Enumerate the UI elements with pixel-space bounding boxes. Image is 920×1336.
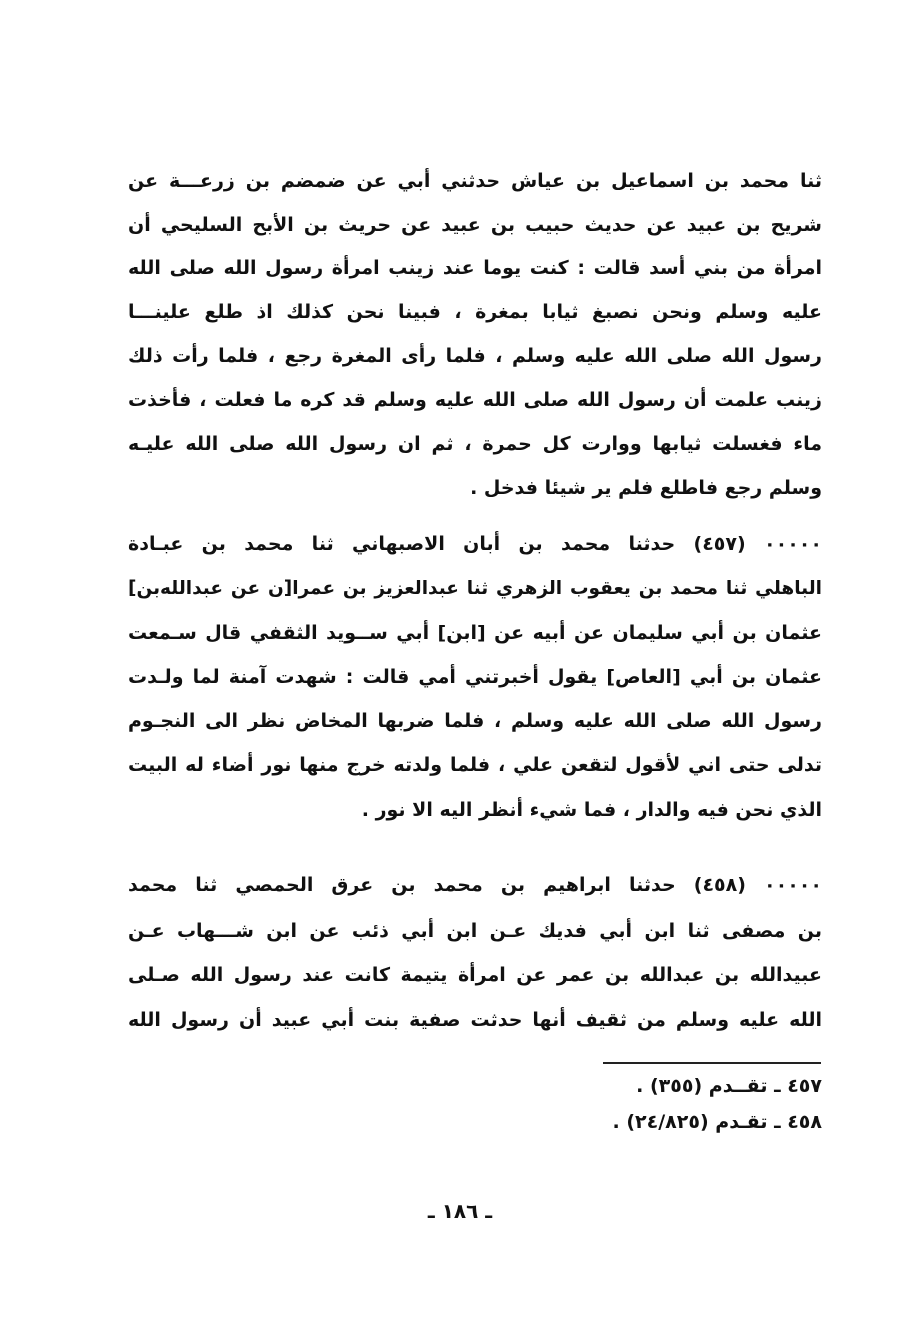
- body-line-9: ٠٠٠٠٠ (٤٥٧) حدثنا محمد بن أبان الاصبهاني ثنا محمد بن عبـادة: [128, 533, 822, 555]
- body-line-8: وسلم رجع فاطلع فلم ير شيئا فدخل .: [470, 477, 822, 499]
- body-line-17: بن مصفى ثنا ابن أبي فديك عـن ابن أبي ذئب عن ابن شـــهاب عـن: [128, 920, 822, 942]
- body-line-19: الله عليه وسلم من ثقيف أنها حدثت صفية بنت أبي عبيد أن رسول الله: [128, 1009, 822, 1031]
- body-line-5: رسول الله صلى الله عليه وسلم ، فلما رأى المغرة رجع ، فلما رأت ذلك: [128, 345, 822, 367]
- body-line-2: شريح بن عبيد عن حديث حبيب بن عبيد عن حريث بن الأبح السليحي أن: [128, 214, 822, 236]
- body-line-15: الذي نحن فيه والدار ، فما شيء أنظر اليه الا نور .: [361, 799, 822, 821]
- body-line-12: عثمان بن أبي [العاص] يقول أخبرتني أمي قالت : شهدت آمنة لما ولـدت: [128, 666, 822, 688]
- body-line-18: عبيدالله بن عبدالله بن عمر عن امرأة يتيمة كانت عند رسول الله صـلى: [128, 964, 822, 986]
- body-line-16: ٠٠٠٠٠ (٤٥٨) حدثنا ابراهيم بن محمد بن عرق الحمصي ثنا محمد: [128, 874, 822, 896]
- body-line-11: عثمان بن أبي سليمان عن أبيه عن [ابن] أبي ســويد الثقفي قال سـمعت: [128, 622, 822, 644]
- body-line-3: امرأة من بني أسد قالت : كنت يوما عند زينب امرأة رسول الله صلى الله: [128, 257, 822, 279]
- body-line-6: زينب علمت أن رسول الله صلى الله عليه وسلم قد كره ما فعلت ، فأخذت: [128, 389, 822, 411]
- body-line-1: ثنا محمد بن اسماعيل بن عياش حدثني أبي عن ضمضم بن زرعـــة عن: [128, 170, 822, 192]
- page-number: ـ ١٨٦ ـ: [427, 1199, 493, 1223]
- body-line-4: عليه وسلم ونحن نصبغ ثيابا بمغرة ، فبينا نحن كذلك اذ طلع علينـــا: [128, 301, 822, 323]
- footnote-457: ٤٥٧ ـ تقــدم (٣٥٥) .: [636, 1075, 822, 1097]
- body-line-14: تدلى حتى اني لأقول لتقعن علي ، فلما ولدته خرج منها نور أضاء له البيت: [128, 754, 822, 776]
- body-line-7: ماء فغسلت ثيابها ووارت كل حمرة ، ثم ان رسول الله صلى الله عليـه: [128, 433, 822, 455]
- body-line-13: رسول الله صلى الله عليه وسلم ، فلما ضربها المخاض نظر الى النجـوم: [128, 710, 822, 732]
- body-line-10: الباهلي ثنا محمد بن يعقوب الزهري ثنا عبدالعزيز بن عمرا[ن عن عبدالله‌بن]: [128, 578, 822, 599]
- footnote-458: ٤٥٨ ـ تقـدم (٢٤/٨٢٥) .: [612, 1111, 822, 1133]
- footnote-divider: [603, 1062, 821, 1064]
